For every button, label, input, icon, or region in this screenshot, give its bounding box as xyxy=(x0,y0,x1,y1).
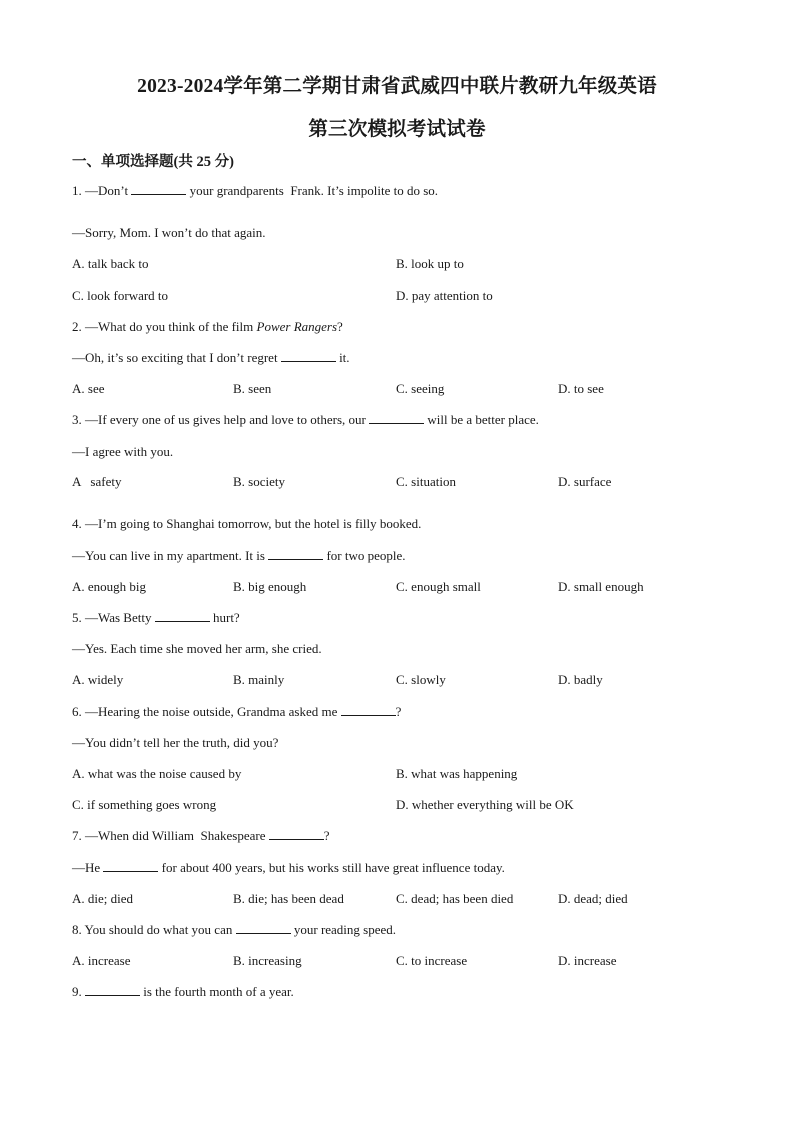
question-8-option-a: A. increase xyxy=(72,953,131,968)
question-7-reply: —He for about 400 years, but his works still have great influence today. xyxy=(72,860,505,875)
question-1-reply: —Sorry, Mom. I won’t do that again. xyxy=(72,225,266,240)
question-2-stem: 2. —What do you think of the film Power Rangers? xyxy=(72,319,343,334)
exam-title-line-2: 第三次模拟考试试卷 xyxy=(308,119,486,140)
question-5-option-b: B. mainly xyxy=(233,672,285,687)
question-8-stem: 8. You should do what you can your reading speed. xyxy=(72,922,397,937)
question-6-option-b: B. what was happening xyxy=(396,766,518,781)
question-7-option-b: B. die; has been dead xyxy=(233,891,344,906)
film-title: Power Rangers xyxy=(256,319,338,334)
question-4-reply: —You can live in my apartment. It is for two people. xyxy=(72,548,406,563)
answer-blank xyxy=(268,547,323,560)
question-6-option-d: D. whether everything will be OK xyxy=(396,797,574,812)
question-2-option-d: D. to see xyxy=(558,381,604,396)
question-1-option-c: C. look forward to xyxy=(72,288,169,303)
answer-blank xyxy=(341,703,396,716)
question-4-option-c: C. enough small xyxy=(396,579,481,594)
question-7-option-a: A. die; died xyxy=(72,891,134,906)
question-2-reply: —Oh, it’s so exciting that I don’t regret it. xyxy=(72,350,350,365)
question-3-option-a: A safety xyxy=(72,474,122,489)
answer-blank xyxy=(103,859,158,872)
question-3-option-c: C. situation xyxy=(396,474,456,489)
question-4-option-b: B. big enough xyxy=(233,579,307,594)
question-1-option-d: D. pay attention to xyxy=(396,288,493,303)
answer-blank xyxy=(155,609,210,622)
answer-blank xyxy=(281,349,336,362)
question-6-reply: —You didn’t tell her the truth, did you? xyxy=(72,735,279,750)
question-5-reply: —Yes. Each time she moved her arm, she cried. xyxy=(72,641,322,656)
question-5-stem: 5. —Was Betty hurt? xyxy=(72,610,240,625)
question-8-option-d: D. increase xyxy=(558,953,617,968)
question-7-option-c: C. dead; has been died xyxy=(396,891,514,906)
answer-blank xyxy=(85,983,140,996)
section-heading: 一、单项选择题(共 25 分) xyxy=(72,154,234,170)
question-4-option-d: D. small enough xyxy=(558,579,644,594)
question-1-stem: 1. —Don’t your grandparents Frank. It’s impolite to do so. xyxy=(72,183,439,198)
question-4-option-a: A. enough big xyxy=(72,579,147,594)
question-2-option-b: B. seen xyxy=(233,381,272,396)
question-1-option-b: B. look up to xyxy=(396,256,464,271)
question-3-option-b: B. society xyxy=(233,474,285,489)
question-6-option-c: C. if something goes wrong xyxy=(72,797,217,812)
question-5-option-c: C. slowly xyxy=(396,672,446,687)
exam-title-line-1: 2023-2024学年第二学期甘肃省武威四中联片教研九年级英语 xyxy=(137,76,657,97)
question-5-option-a: A. widely xyxy=(72,672,124,687)
question-3-stem: 3. —If every one of us gives help and love to others, our will be a better place. xyxy=(72,412,539,427)
question-3-reply: —I agree with you. xyxy=(72,444,174,459)
question-8-option-c: C. to increase xyxy=(396,953,468,968)
answer-blank xyxy=(131,182,186,195)
question-3-option-d: D. surface xyxy=(558,474,612,489)
question-4-stem: 4. —I’m going to Shanghai tomorrow, but the hotel is filly booked. xyxy=(72,516,422,531)
question-2-option-a: A. see xyxy=(72,381,105,396)
question-2-option-c: C. seeing xyxy=(396,381,445,396)
question-6-stem: 6. —Hearing the noise outside, Grandma asked me ? xyxy=(72,704,402,719)
question-7-stem: 7. —When did William Shakespeare ? xyxy=(72,828,330,843)
answer-blank xyxy=(236,921,291,934)
question-8-option-b: B. increasing xyxy=(233,953,302,968)
question-6-option-a: A. what was the noise caused by xyxy=(72,766,242,781)
question-1-option-a: A. talk back to xyxy=(72,256,149,271)
answer-blank xyxy=(269,827,324,840)
answer-blank xyxy=(369,411,424,424)
question-9-stem: 9. is the fourth month of a year. xyxy=(72,984,294,999)
question-7-option-d: D. dead; died xyxy=(558,891,628,906)
question-5-option-d: D. badly xyxy=(558,672,603,687)
